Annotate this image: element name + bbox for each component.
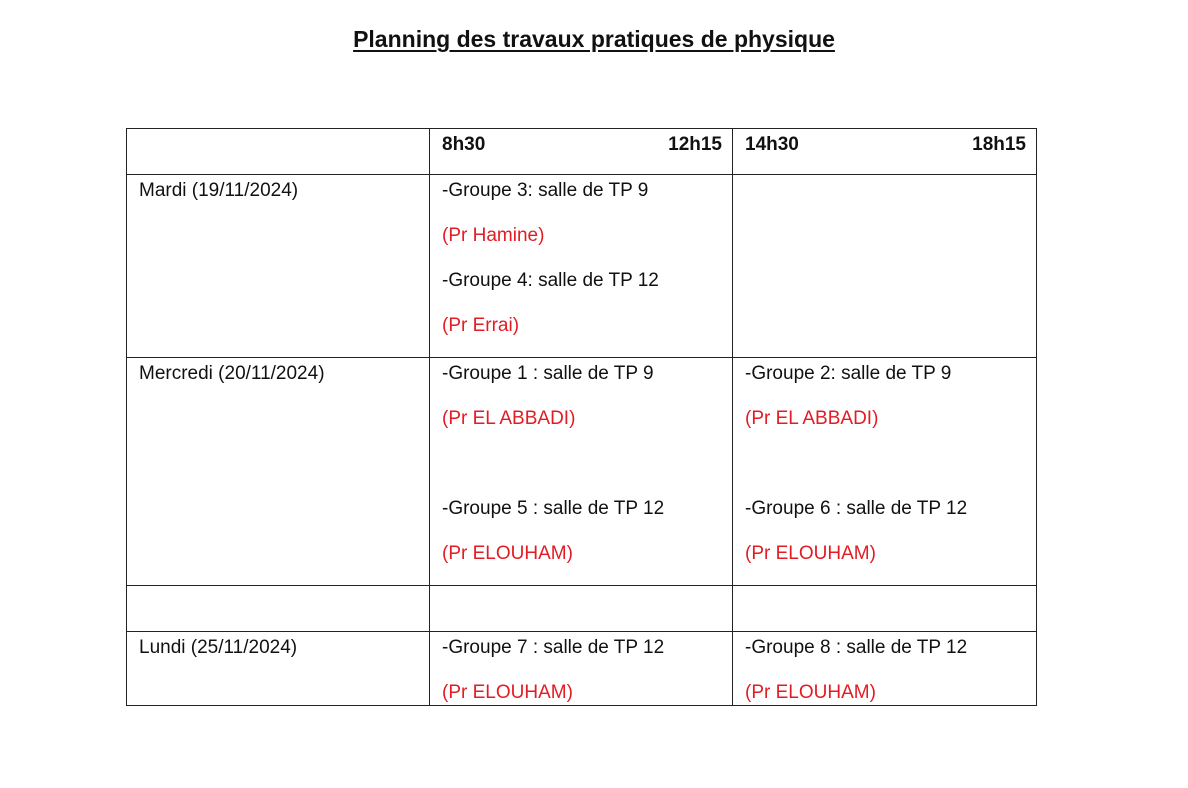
day-label: Lundi (25/11/2024) <box>139 637 298 658</box>
professor-name: (Pr ELOUHAM) <box>745 682 876 703</box>
group-slot: -Groupe 3: salle de TP 9 <box>442 180 649 201</box>
morning-cell <box>430 358 733 586</box>
professor-name: (Pr Errai) <box>442 315 520 336</box>
professor-name: (Pr EL ABBADI) <box>745 408 879 429</box>
day-label: Mercredi (20/11/2024) <box>139 363 325 384</box>
schedule-table <box>126 128 1037 706</box>
afternoon-end-time: 18h15 <box>972 134 1026 155</box>
group-slot: -Groupe 7 : salle de TP 12 <box>442 637 665 658</box>
professor-name: (Pr Hamine) <box>442 225 545 246</box>
day-cell <box>127 586 430 632</box>
day-cell <box>127 358 430 586</box>
morning-start-time: 8h30 <box>442 134 486 155</box>
group-slot: -Groupe 6 : salle de TP 12 <box>745 498 968 519</box>
group-slot: -Groupe 5 : salle de TP 12 <box>442 498 665 519</box>
morning-cell <box>430 586 733 632</box>
header-morning-cell <box>430 129 733 175</box>
professor-name: (Pr ELOUHAM) <box>442 682 573 703</box>
professor-name: (Pr EL ABBADI) <box>442 408 576 429</box>
day-label: Mardi (19/11/2024) <box>139 180 299 201</box>
header-day-cell <box>127 129 430 175</box>
afternoon-cell <box>733 632 1037 706</box>
afternoon-cell <box>733 175 1037 358</box>
professor-name: (Pr ELOUHAM) <box>442 543 573 564</box>
group-slot: -Groupe 2: salle de TP 9 <box>745 363 952 384</box>
day-cell <box>127 632 430 706</box>
table-row-lundi <box>127 632 1037 706</box>
header-afternoon-cell <box>733 129 1037 175</box>
group-slot: -Groupe 4: salle de TP 12 <box>442 270 659 291</box>
morning-cell <box>430 632 733 706</box>
afternoon-cell <box>733 358 1037 586</box>
table-row-mercredi <box>127 358 1037 586</box>
page-title: Planning des travaux pratiques de physique <box>353 26 835 52</box>
table-row-mardi <box>127 175 1037 358</box>
afternoon-start-time: 14h30 <box>745 134 799 155</box>
afternoon-cell <box>733 586 1037 632</box>
table-header-row <box>127 129 1037 175</box>
morning-cell <box>430 175 733 358</box>
group-slot: -Groupe 1 : salle de TP 9 <box>442 363 654 384</box>
group-slot: -Groupe 8 : salle de TP 12 <box>745 637 968 658</box>
day-cell <box>127 175 430 358</box>
morning-end-time: 12h15 <box>668 134 722 155</box>
table-row-empty <box>127 586 1037 632</box>
professor-name: (Pr ELOUHAM) <box>745 543 876 564</box>
